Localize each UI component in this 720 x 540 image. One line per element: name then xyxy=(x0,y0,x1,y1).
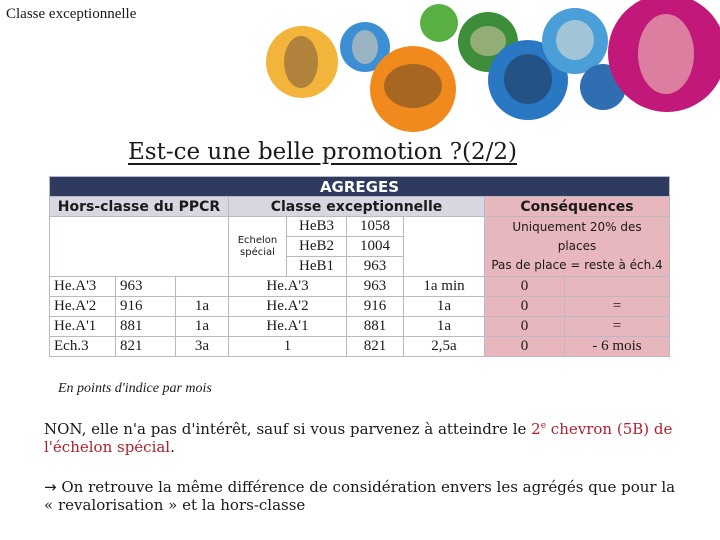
special-value: 1004 xyxy=(347,237,404,257)
consequences-note-line-1: Uniquement 20% des xyxy=(512,220,642,234)
header-hors-classe: Hors-classe du PPCR xyxy=(50,197,229,217)
table-row xyxy=(50,317,670,337)
table-row xyxy=(50,277,670,297)
corner-title: Classe exceptionnelle xyxy=(6,6,137,22)
diff-comment xyxy=(565,277,670,297)
special-grade: HeB3 xyxy=(287,217,347,237)
ce-duration: 1a xyxy=(404,317,485,337)
ce-grade: He.A'2 xyxy=(229,297,347,317)
table-row xyxy=(50,297,670,317)
empty-cell xyxy=(50,217,229,277)
table-footnote: En points d'indice par mois xyxy=(58,381,212,396)
header-classe-exceptionnelle: Classe exceptionnelle xyxy=(229,197,485,217)
paragraph-text: NON, elle n'a pas d'intérêt, sauf si vous parvenez à atteindre le xyxy=(44,420,532,438)
ce-value: 881 xyxy=(347,317,404,337)
highlight-ordinal-suffix: e xyxy=(540,421,547,431)
ce-grade: He.A'3 xyxy=(229,277,347,297)
highlight-chevron: chevron (5B) de l'échelon spécial xyxy=(44,420,673,456)
special-grade: HeB2 xyxy=(287,237,347,257)
diff-comment: = xyxy=(565,297,670,317)
consequences-note-line-2: places xyxy=(557,239,597,253)
ce-value: 963 xyxy=(347,277,404,297)
paragraph-end: . xyxy=(170,438,175,456)
ce-value: 916 xyxy=(347,297,404,317)
table-band-row xyxy=(50,177,670,197)
hc-value: 916 xyxy=(116,297,176,317)
consequences-note-line-3: Pas de place = reste à éch.4 xyxy=(491,258,663,272)
hc-value: 881 xyxy=(116,317,176,337)
ce-duration: 1a min xyxy=(404,277,485,297)
special-value: 963 xyxy=(347,257,404,277)
hc-value: 963 xyxy=(116,277,176,297)
echelon-label-line-2: spécial xyxy=(240,246,275,258)
hc-grade: Ech.3 xyxy=(50,337,116,357)
hc-grade: He.A'1 xyxy=(50,317,116,337)
diff-value: 0 xyxy=(485,337,565,357)
diff-value: 0 xyxy=(485,277,565,297)
photo-collage xyxy=(258,0,720,122)
consequences-note xyxy=(485,217,670,277)
slide-title: Est-ce une belle promotion ?(2/2) xyxy=(128,139,518,165)
paragraph-text: On retrouve la même différence de considération envers les agrégés que pour la « revalorisation » et la hors-classe xyxy=(44,478,676,514)
hc-value: 821 xyxy=(116,337,176,357)
paragraph-conclusion xyxy=(44,417,684,456)
ce-duration: 2,5a xyxy=(404,337,485,357)
highlight-ordinal: 2 xyxy=(531,420,541,438)
photo-circle-class xyxy=(370,46,456,132)
paragraph-comparison xyxy=(44,478,684,514)
photo-circle-green xyxy=(420,4,458,42)
table-row xyxy=(50,337,670,357)
table-band: AGREGES xyxy=(50,177,670,197)
hc-duration: 1a xyxy=(176,317,229,337)
echelon-label-line-1: Echelon xyxy=(237,234,278,246)
photo-circle-woman xyxy=(608,0,720,112)
header-consequences: Conséquences xyxy=(485,197,670,217)
ce-grade: 1 xyxy=(229,337,347,357)
photo-circle-teacher xyxy=(266,26,338,98)
diff-comment: = xyxy=(565,317,670,337)
diff-value: 0 xyxy=(485,317,565,337)
hc-duration: 1a xyxy=(176,297,229,317)
ce-duration: 1a xyxy=(404,297,485,317)
special-grade: HeB1 xyxy=(287,257,347,277)
hc-grade: He.A'3 xyxy=(50,277,116,297)
agreges-table xyxy=(49,176,670,357)
ce-value: 821 xyxy=(347,337,404,357)
diff-value: 0 xyxy=(485,297,565,317)
arrow-right-icon: → xyxy=(44,478,57,496)
diff-comment: - 6 mois xyxy=(565,337,670,357)
hc-duration: 3a xyxy=(176,337,229,357)
table-header-row xyxy=(50,197,670,217)
special-row xyxy=(50,217,670,237)
hc-duration xyxy=(176,277,229,297)
hc-grade: He.A'2 xyxy=(50,297,116,317)
special-value: 1058 xyxy=(347,217,404,237)
ce-grade: He.A'1 xyxy=(229,317,347,337)
empty-cell xyxy=(404,217,485,277)
echelon-special-label xyxy=(229,217,287,277)
